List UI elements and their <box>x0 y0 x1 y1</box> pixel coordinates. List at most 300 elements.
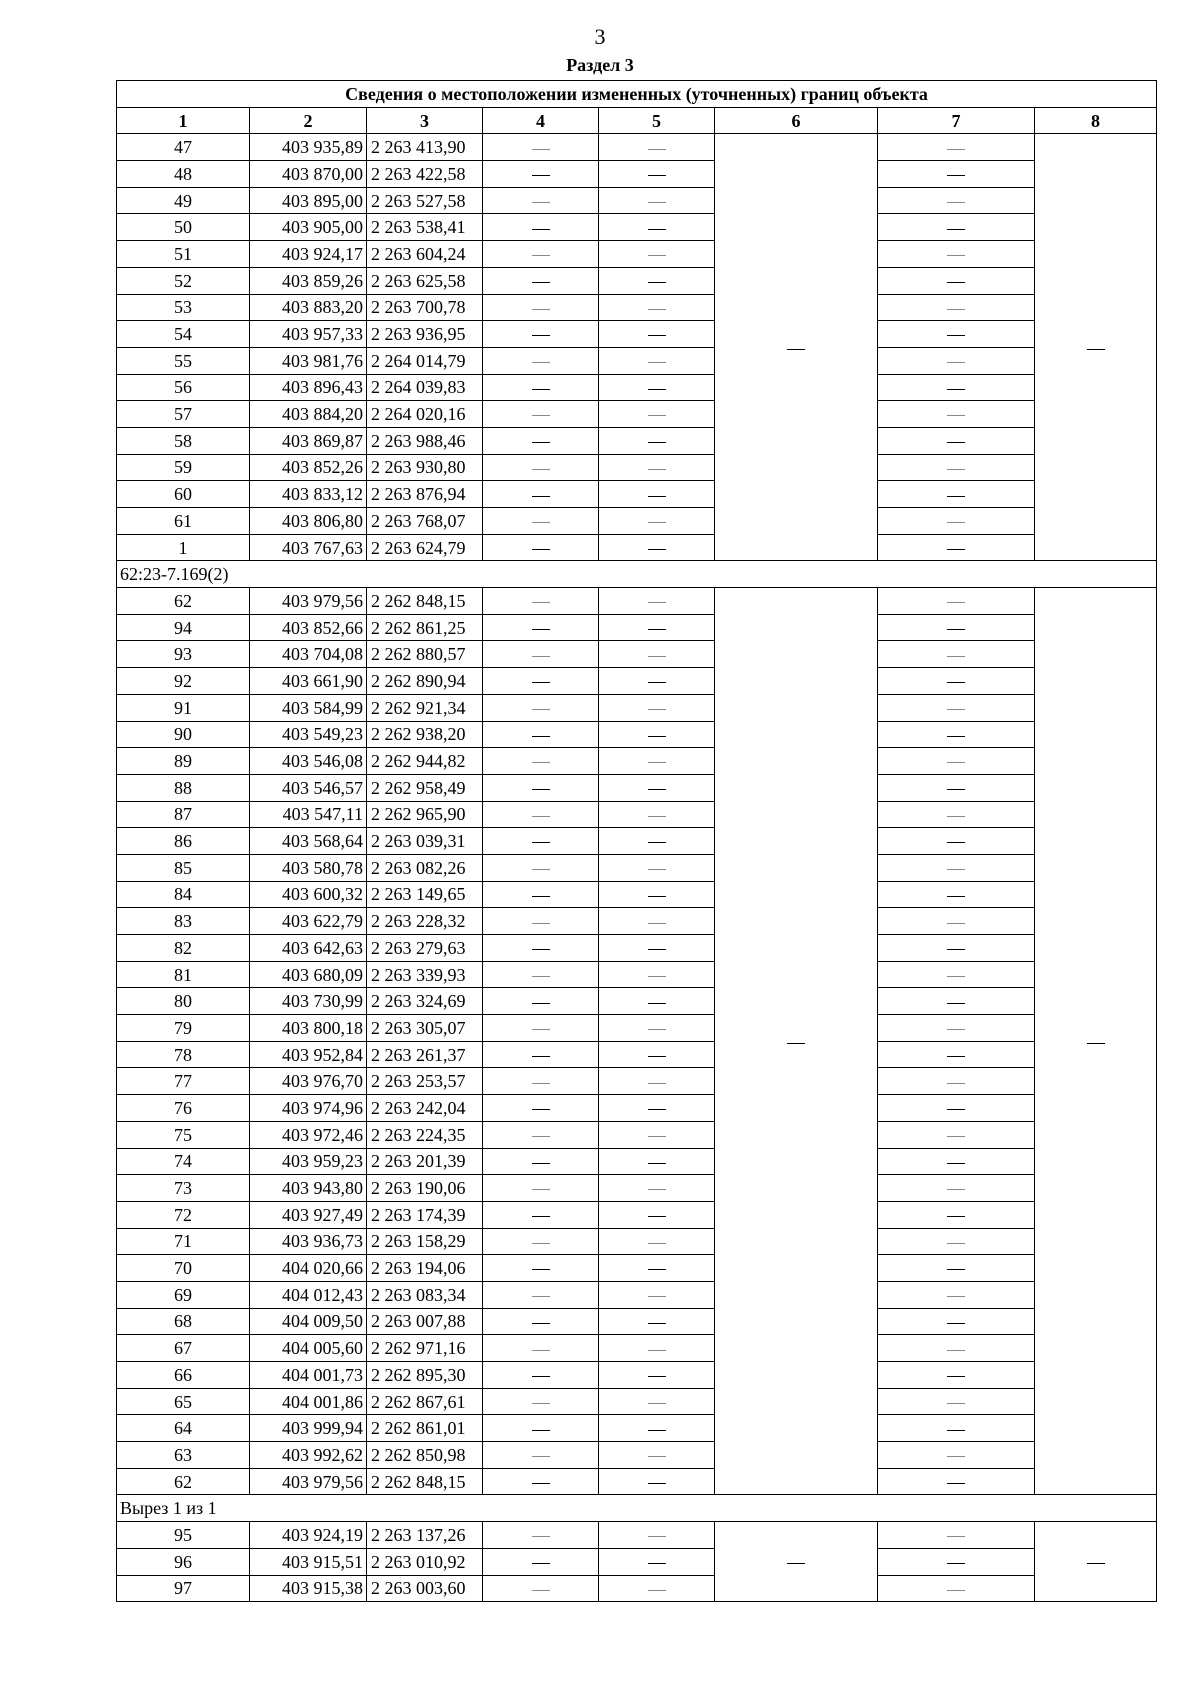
empty-value-cell <box>599 1522 715 1549</box>
table-row <box>117 828 1157 855</box>
x-coordinate-cell: 403 568,64 <box>250 828 367 855</box>
x-coordinate-cell: 403 852,66 <box>250 614 367 641</box>
empty-value-cell <box>878 1121 1035 1148</box>
empty-value-cell <box>483 347 599 374</box>
x-coordinate-cell: 404 005,60 <box>250 1335 367 1362</box>
point-number-cell: 77 <box>117 1068 250 1095</box>
dash-mark <box>947 442 965 443</box>
empty-value-cell <box>483 1362 599 1389</box>
empty-value-cell <box>483 1175 599 1202</box>
dash-mark <box>532 709 550 710</box>
dash-mark <box>947 282 965 283</box>
table-row <box>117 988 1157 1015</box>
dash-mark <box>947 1430 965 1431</box>
dash-mark <box>532 682 550 683</box>
y-coordinate-cell: 2 263 228,32 <box>367 908 483 935</box>
dash-mark <box>532 762 550 763</box>
empty-value-cell <box>483 321 599 348</box>
column-header: 5 <box>599 107 715 134</box>
y-coordinate-cell: 2 263 082,26 <box>367 854 483 881</box>
y-coordinate-cell: 2 263 413,90 <box>367 134 483 161</box>
empty-value-cell <box>599 1148 715 1175</box>
empty-value-cell <box>599 1095 715 1122</box>
empty-value-cell <box>878 1415 1035 1442</box>
table-row <box>117 1228 1157 1255</box>
x-coordinate-cell: 403 661,90 <box>250 668 367 695</box>
empty-value-cell <box>599 721 715 748</box>
table-row <box>117 1041 1157 1068</box>
table-row <box>117 1308 1157 1335</box>
empty-value-cell <box>483 908 599 935</box>
dash-mark <box>532 816 550 817</box>
y-coordinate-cell: 2 264 014,79 <box>367 347 483 374</box>
table-row <box>117 1201 1157 1228</box>
dash-mark <box>648 1350 666 1351</box>
dash-mark <box>947 1483 965 1484</box>
empty-value-cell <box>483 828 599 855</box>
dash-mark <box>648 415 666 416</box>
point-number-cell: 66 <box>117 1362 250 1389</box>
y-coordinate-cell: 2 263 700,78 <box>367 294 483 321</box>
point-number-cell: 70 <box>117 1255 250 1282</box>
y-coordinate-cell: 2 263 538,41 <box>367 214 483 241</box>
dash-mark <box>947 1350 965 1351</box>
section-title: Раздел 3 <box>566 55 634 75</box>
dash-mark <box>532 149 550 150</box>
point-number-cell: 83 <box>117 908 250 935</box>
y-coordinate-cell: 2 262 958,49 <box>367 774 483 801</box>
table-row <box>117 374 1157 401</box>
point-number-cell: 95 <box>117 1522 250 1549</box>
empty-value-cell <box>599 294 715 321</box>
dash-mark <box>532 923 550 924</box>
dash-mark <box>947 415 965 416</box>
dash-mark <box>532 282 550 283</box>
point-number-cell: 58 <box>117 427 250 454</box>
empty-value-cell <box>878 534 1035 561</box>
empty-value-cell <box>878 988 1035 1015</box>
dash-mark <box>532 896 550 897</box>
empty-value-cell <box>599 1041 715 1068</box>
x-coordinate-cell: 403 976,70 <box>250 1068 367 1095</box>
empty-value-cell <box>599 881 715 908</box>
empty-value-cell <box>599 1575 715 1602</box>
empty-value-cell <box>878 1175 1035 1202</box>
dash-mark <box>947 1376 965 1377</box>
dash-mark <box>648 1430 666 1431</box>
dash-mark <box>532 629 550 630</box>
x-coordinate-cell: 403 896,43 <box>250 374 367 401</box>
table-row <box>117 881 1157 908</box>
point-number-cell: 91 <box>117 694 250 721</box>
table-row <box>117 1575 1157 1602</box>
x-coordinate-cell: 403 927,49 <box>250 1201 367 1228</box>
y-coordinate-cell: 2 262 921,34 <box>367 694 483 721</box>
dash-mark <box>648 442 666 443</box>
empty-value-cell <box>483 427 599 454</box>
empty-value-cell <box>878 374 1035 401</box>
x-coordinate-cell: 403 806,80 <box>250 508 367 535</box>
table-row <box>117 854 1157 881</box>
empty-value-cell <box>599 668 715 695</box>
y-coordinate-cell: 2 263 190,06 <box>367 1175 483 1202</box>
empty-value-cell <box>483 508 599 535</box>
empty-value-cell <box>483 1388 599 1415</box>
y-coordinate-cell: 2 262 895,30 <box>367 1362 483 1389</box>
x-coordinate-cell: 403 800,18 <box>250 1015 367 1042</box>
empty-value-cell <box>878 241 1035 268</box>
empty-value-cell <box>483 374 599 401</box>
dash-mark <box>947 1083 965 1084</box>
y-coordinate-cell: 2 263 224,35 <box>367 1121 483 1148</box>
dash-mark <box>648 736 666 737</box>
y-coordinate-cell: 2 263 261,37 <box>367 1041 483 1068</box>
dash-mark <box>1087 1043 1105 1044</box>
dash-mark <box>532 309 550 310</box>
dash-mark <box>532 1350 550 1351</box>
table-row <box>117 1015 1157 1042</box>
table-row <box>117 241 1157 268</box>
dash-mark <box>947 229 965 230</box>
point-number-cell: 49 <box>117 187 250 214</box>
dash-mark <box>947 1563 965 1564</box>
y-coordinate-cell: 2 262 867,61 <box>367 1388 483 1415</box>
dash-mark <box>648 896 666 897</box>
empty-value-cell <box>878 321 1035 348</box>
dash-mark <box>947 149 965 150</box>
point-number-cell: 57 <box>117 401 250 428</box>
x-coordinate-cell: 403 974,96 <box>250 1095 367 1122</box>
point-number-cell: 71 <box>117 1228 250 1255</box>
dash-mark <box>648 309 666 310</box>
dash-mark <box>648 389 666 390</box>
empty-value-cell <box>599 908 715 935</box>
dash-mark <box>648 1456 666 1457</box>
point-number-cell: 75 <box>117 1121 250 1148</box>
y-coordinate-cell: 2 263 137,26 <box>367 1522 483 1549</box>
dash-mark <box>532 1109 550 1110</box>
dash-mark <box>648 789 666 790</box>
empty-value-cell <box>599 641 715 668</box>
empty-value-cell <box>878 1015 1035 1042</box>
empty-value-cell <box>599 828 715 855</box>
dash-mark <box>532 1376 550 1377</box>
dash-mark <box>947 1136 965 1137</box>
empty-value-cell <box>878 1575 1035 1602</box>
group-label: 62:23-7.169(2) <box>117 561 1157 588</box>
dash-mark <box>947 842 965 843</box>
empty-value-cell <box>483 614 599 641</box>
y-coordinate-cell: 2 262 861,25 <box>367 614 483 641</box>
empty-value-cell <box>483 881 599 908</box>
empty-value-cell <box>599 1442 715 1469</box>
empty-value-cell <box>715 134 878 561</box>
column-header: 7 <box>878 107 1035 134</box>
dash-mark <box>947 1323 965 1324</box>
y-coordinate-cell: 2 263 007,88 <box>367 1308 483 1335</box>
y-coordinate-cell: 2 262 850,98 <box>367 1442 483 1469</box>
dash-mark <box>947 362 965 363</box>
empty-value-cell <box>715 1522 878 1602</box>
y-coordinate-cell: 2 262 965,90 <box>367 801 483 828</box>
x-coordinate-cell: 403 600,32 <box>250 881 367 908</box>
table-row <box>117 1255 1157 1282</box>
empty-value-cell <box>599 241 715 268</box>
x-coordinate-cell: 403 704,08 <box>250 641 367 668</box>
table-row <box>117 1121 1157 1148</box>
dash-mark <box>648 629 666 630</box>
y-coordinate-cell: 2 263 876,94 <box>367 481 483 508</box>
column-header: 8 <box>1035 107 1157 134</box>
dash-mark <box>648 816 666 817</box>
empty-value-cell <box>483 854 599 881</box>
y-coordinate-cell: 2 263 930,80 <box>367 454 483 481</box>
point-number-cell: 89 <box>117 748 250 775</box>
empty-value-cell <box>599 588 715 615</box>
dash-mark <box>947 1296 965 1297</box>
empty-value-cell <box>483 1548 599 1575</box>
empty-value-cell <box>878 854 1035 881</box>
dash-mark <box>648 1536 666 1537</box>
dash-mark <box>532 1269 550 1270</box>
dash-mark <box>947 1029 965 1030</box>
empty-value-cell <box>878 748 1035 775</box>
point-number-cell: 79 <box>117 1015 250 1042</box>
dash-mark <box>532 1003 550 1004</box>
x-coordinate-cell: 403 883,20 <box>250 294 367 321</box>
point-number-cell: 54 <box>117 321 250 348</box>
empty-value-cell <box>483 774 599 801</box>
table-row <box>117 668 1157 695</box>
table-title: Сведения о местоположении измененных (уточненных) границ объекта <box>117 81 1157 108</box>
dash-mark <box>787 1563 805 1564</box>
y-coordinate-cell: 2 263 625,58 <box>367 267 483 294</box>
x-coordinate-cell: 403 547,11 <box>250 801 367 828</box>
table-row <box>117 508 1157 535</box>
point-number-cell: 65 <box>117 1388 250 1415</box>
point-number-cell: 67 <box>117 1335 250 1362</box>
empty-value-cell <box>599 134 715 161</box>
dash-mark <box>648 202 666 203</box>
y-coordinate-cell: 2 262 890,94 <box>367 668 483 695</box>
empty-value-cell <box>599 534 715 561</box>
dash-mark <box>648 1563 666 1564</box>
empty-value-cell <box>483 1522 599 1549</box>
dash-mark <box>648 1403 666 1404</box>
point-number-cell: 48 <box>117 161 250 188</box>
column-header: 3 <box>367 107 483 134</box>
column-header: 1 <box>117 107 250 134</box>
dash-mark <box>532 1083 550 1084</box>
dash-mark <box>947 335 965 336</box>
dash-mark <box>532 1216 550 1217</box>
table-row <box>117 481 1157 508</box>
empty-value-cell <box>599 1335 715 1362</box>
empty-value-cell <box>599 988 715 1015</box>
empty-value-cell <box>878 267 1035 294</box>
dash-mark <box>532 1029 550 1030</box>
table-row <box>117 614 1157 641</box>
dash-mark <box>532 1136 550 1137</box>
point-number-cell: 64 <box>117 1415 250 1442</box>
dash-mark <box>947 736 965 737</box>
empty-value-cell <box>878 668 1035 695</box>
dash-mark <box>648 229 666 230</box>
empty-value-cell <box>599 508 715 535</box>
empty-value-cell <box>878 1068 1035 1095</box>
dash-mark <box>648 549 666 550</box>
table-row <box>117 1068 1157 1095</box>
empty-value-cell <box>483 1468 599 1495</box>
empty-value-cell <box>483 988 599 1015</box>
dash-mark <box>648 149 666 150</box>
empty-value-cell <box>599 481 715 508</box>
y-coordinate-cell: 2 263 324,69 <box>367 988 483 1015</box>
empty-value-cell <box>878 1281 1035 1308</box>
empty-value-cell <box>483 668 599 695</box>
dash-mark <box>532 1430 550 1431</box>
x-coordinate-cell: 403 979,56 <box>250 1468 367 1495</box>
empty-value-cell <box>878 721 1035 748</box>
table-row <box>117 454 1157 481</box>
y-coordinate-cell: 2 263 527,58 <box>367 187 483 214</box>
x-coordinate-cell: 403 870,00 <box>250 161 367 188</box>
dash-mark <box>648 682 666 683</box>
dash-mark <box>532 842 550 843</box>
empty-value-cell <box>483 1308 599 1335</box>
empty-value-cell <box>599 1308 715 1335</box>
table-row <box>117 1148 1157 1175</box>
empty-value-cell <box>483 187 599 214</box>
column-header: 4 <box>483 107 599 134</box>
x-coordinate-cell: 403 730,99 <box>250 988 367 1015</box>
table-row <box>117 401 1157 428</box>
group-label-row <box>117 1495 1157 1522</box>
y-coordinate-cell: 2 263 624,79 <box>367 534 483 561</box>
dash-mark <box>648 1189 666 1190</box>
table-row <box>117 1415 1157 1442</box>
empty-value-cell <box>483 588 599 615</box>
x-coordinate-cell: 403 936,73 <box>250 1228 367 1255</box>
dash-mark <box>532 1590 550 1591</box>
x-coordinate-cell: 403 767,63 <box>250 534 367 561</box>
empty-value-cell <box>878 161 1035 188</box>
empty-value-cell <box>483 1041 599 1068</box>
dash-mark <box>648 923 666 924</box>
y-coordinate-cell: 2 262 971,16 <box>367 1335 483 1362</box>
table-row <box>117 801 1157 828</box>
dash-mark <box>947 1590 965 1591</box>
dash-mark <box>947 816 965 817</box>
dash-mark <box>947 309 965 310</box>
empty-value-cell <box>599 1281 715 1308</box>
dash-mark <box>648 1590 666 1591</box>
empty-value-cell <box>483 1015 599 1042</box>
table-row <box>117 134 1157 161</box>
x-coordinate-cell: 403 580,78 <box>250 854 367 881</box>
table-row <box>117 1548 1157 1575</box>
x-coordinate-cell: 403 915,51 <box>250 1548 367 1575</box>
dash-mark <box>532 1456 550 1457</box>
point-number-cell: 59 <box>117 454 250 481</box>
dash-mark <box>648 1376 666 1377</box>
y-coordinate-cell: 2 263 003,60 <box>367 1575 483 1602</box>
empty-value-cell <box>483 1068 599 1095</box>
empty-value-cell <box>599 1068 715 1095</box>
empty-value-cell <box>599 347 715 374</box>
empty-value-cell <box>599 1228 715 1255</box>
empty-value-cell <box>483 294 599 321</box>
x-coordinate-cell: 403 981,76 <box>250 347 367 374</box>
x-coordinate-cell: 403 895,00 <box>250 187 367 214</box>
empty-value-cell <box>483 748 599 775</box>
dash-mark <box>532 335 550 336</box>
empty-value-cell <box>483 801 599 828</box>
empty-value-cell <box>599 401 715 428</box>
dash-mark <box>947 202 965 203</box>
dash-mark <box>947 549 965 550</box>
empty-value-cell <box>878 294 1035 321</box>
point-number-cell: 94 <box>117 614 250 641</box>
point-number-cell: 50 <box>117 214 250 241</box>
empty-value-cell <box>715 588 878 1495</box>
page-number: 3 <box>594 24 606 49</box>
empty-value-cell <box>1035 588 1157 1495</box>
dash-mark <box>947 896 965 897</box>
table-row <box>117 214 1157 241</box>
dash-mark <box>532 362 550 363</box>
y-coordinate-cell: 2 263 194,06 <box>367 1255 483 1282</box>
empty-value-cell <box>878 1388 1035 1415</box>
point-number-cell: 93 <box>117 641 250 668</box>
dash-mark <box>1087 1563 1105 1564</box>
empty-value-cell <box>599 1201 715 1228</box>
empty-value-cell <box>483 1335 599 1362</box>
y-coordinate-cell: 2 263 158,29 <box>367 1228 483 1255</box>
dash-mark <box>947 923 965 924</box>
dash-mark <box>947 522 965 523</box>
dash-mark <box>648 1323 666 1324</box>
dash-mark <box>648 362 666 363</box>
dash-mark <box>532 415 550 416</box>
dash-mark <box>648 1216 666 1217</box>
empty-value-cell <box>483 481 599 508</box>
table-row <box>117 908 1157 935</box>
y-coordinate-cell: 2 263 253,57 <box>367 1068 483 1095</box>
dash-mark <box>947 469 965 470</box>
empty-value-cell <box>599 1362 715 1389</box>
empty-value-cell <box>599 614 715 641</box>
y-coordinate-cell: 2 262 848,15 <box>367 1468 483 1495</box>
table-row <box>117 1095 1157 1122</box>
empty-value-cell <box>599 427 715 454</box>
dash-mark <box>787 1043 805 1044</box>
empty-value-cell <box>878 1548 1035 1575</box>
empty-value-cell <box>483 935 599 962</box>
dash-mark <box>648 656 666 657</box>
dash-mark <box>648 976 666 977</box>
empty-value-cell <box>599 454 715 481</box>
empty-value-cell <box>878 1308 1035 1335</box>
empty-value-cell <box>878 801 1035 828</box>
x-coordinate-cell: 403 859,26 <box>250 267 367 294</box>
dash-mark <box>648 949 666 950</box>
table-row <box>117 935 1157 962</box>
x-coordinate-cell: 403 999,94 <box>250 1415 367 1442</box>
dash-mark <box>947 1163 965 1164</box>
table-row <box>117 694 1157 721</box>
empty-value-cell <box>878 828 1035 855</box>
